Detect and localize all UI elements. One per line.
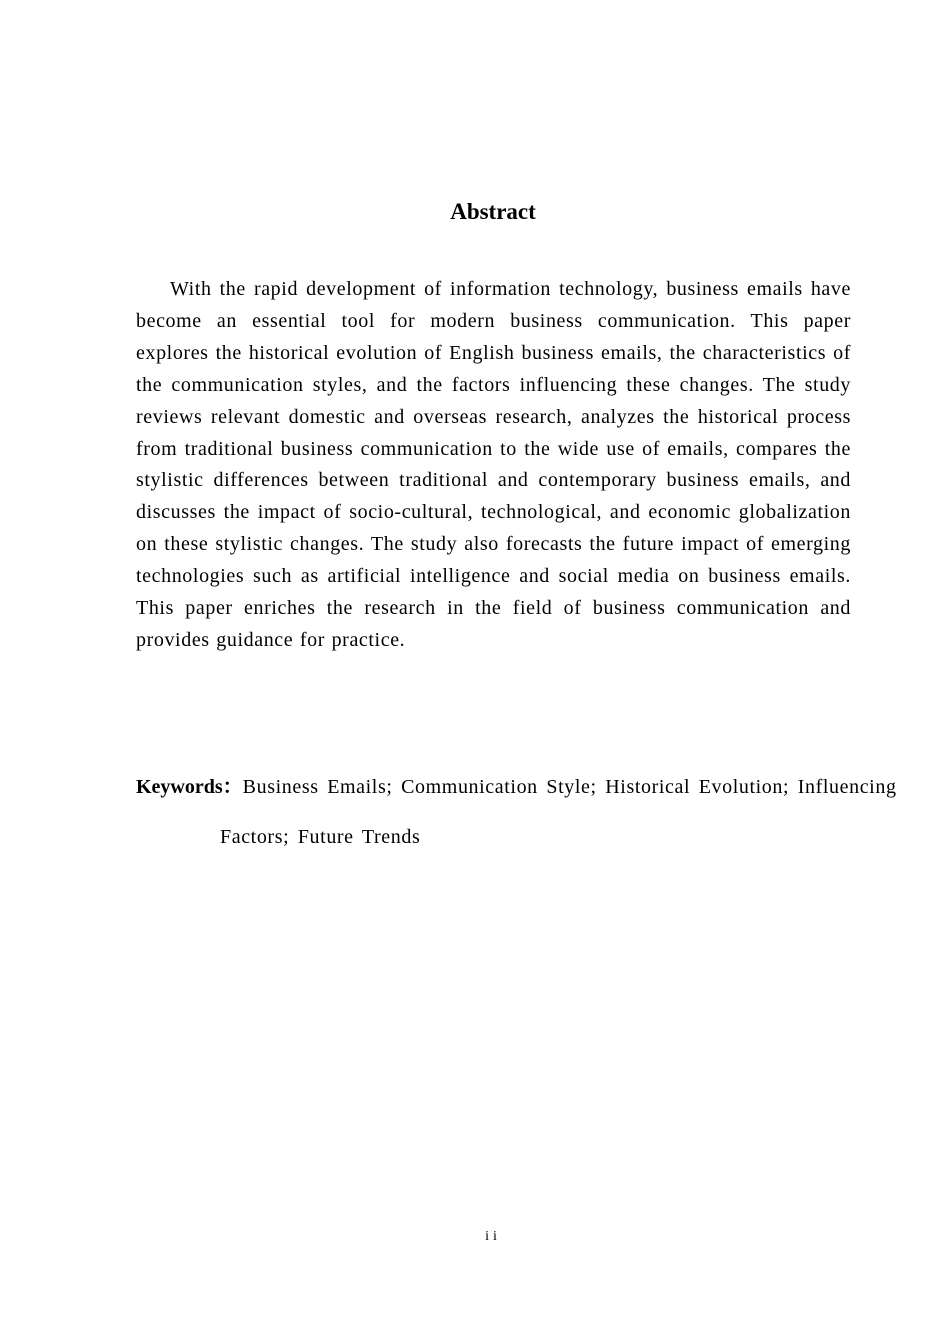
keywords-label: Keywords：: [136, 776, 243, 798]
page-title: Abstract: [450, 199, 536, 224]
keywords-text: Business Emails; Communication Style; Historical Evolution; Influencing Factors; Future Trends: [220, 776, 897, 848]
page-number: ii: [485, 1229, 501, 1244]
abstract-body: With the rapid development of information technology, business emails have become an essential tool for modern business communication. This paper explores the historical evolution of English business emails, the characteristics of the communication styles, and the factors influencing these changes. The study reviews relevant domestic and overseas research, analyzes the historical process from traditional business communication to the wide use of emails, compares the stylistic differences between traditional and contemporary business emails, and discusses the impact of socio-cultural, technological, and economic globalization on these stylistic changes. The study also forecasts the future impact of emerging technologies such as artificial intelligence and social media on business emails. This paper enriches the research in the field of business communication and provides guidance for practice.: [136, 278, 851, 651]
keywords-section: [136, 762, 920, 862]
